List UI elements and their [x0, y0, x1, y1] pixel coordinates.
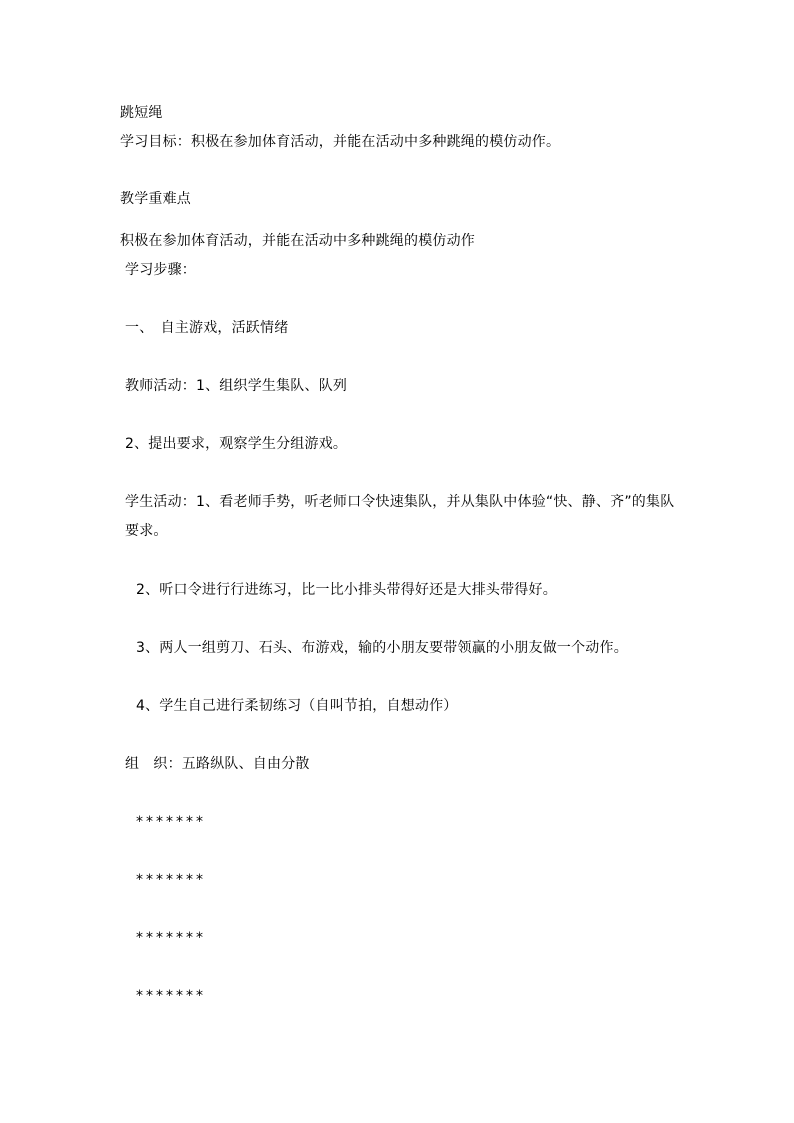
student-activity-4: 4、学生自己进行柔韧练习（自叫节拍，自想动作） [136, 698, 458, 714]
teacher-activity-2: 2、提出要求，观察学生分组游戏。 [125, 436, 348, 452]
student-activity-3: 3、两人一组剪刀、石头、布游戏，输的小朋友要带领赢的小朋友做一个动作。 [136, 640, 628, 656]
key-points-text: 积极在参加体育活动，并能在活动中多种跳绳的模仿动作 [120, 233, 475, 249]
formation-row: ******* [136, 872, 206, 888]
student-activity-2: 2、听口令进行行进练习，比一比小排头带得好还是大排头带得好。 [136, 582, 557, 598]
teacher-activity-1: 教师活动：1、组织学生集队、队列 [125, 378, 348, 394]
formation-row: ******* [136, 930, 206, 946]
learning-objective: 学习目标：积极在参加体育活动，并能在活动中多种跳绳的模仿动作。 [120, 134, 561, 150]
steps-heading: 学习步骤： [125, 262, 196, 278]
section-one-heading: 一、 自主游戏，活跃情绪 [125, 320, 289, 336]
formation-row: ******* [136, 814, 206, 830]
key-points-heading: 教学重难点 [120, 191, 191, 207]
student-activity-1: 学生活动：1、看老师手势，听老师口令快速集队，并从集队中体验“快、静、齐”的集队要求。 [125, 494, 675, 539]
formation-row: ******* [136, 988, 206, 1004]
document-title: 跳短绳 [120, 105, 163, 121]
organization-line: 组 织：五路纵队、自由分散 [125, 756, 310, 772]
